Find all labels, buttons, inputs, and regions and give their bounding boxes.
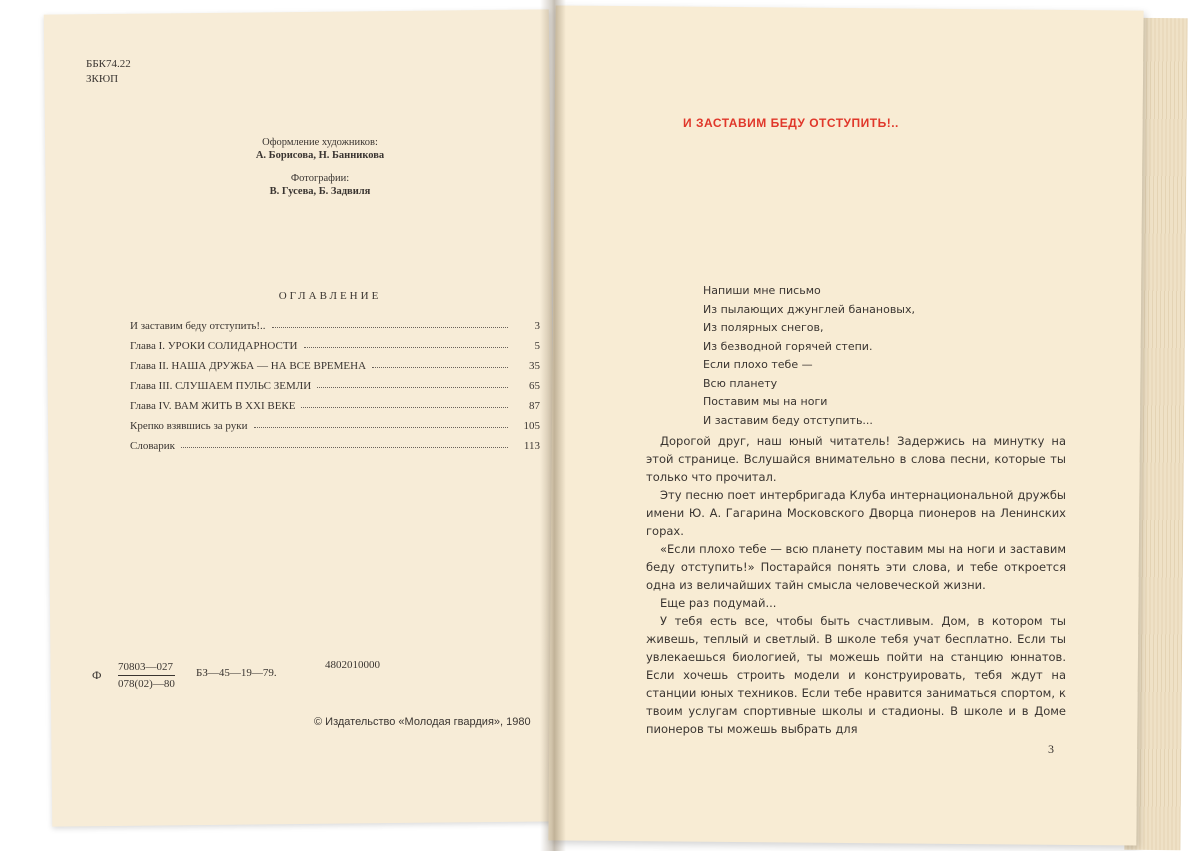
photo-label: Фотографии: [290,173,350,184]
paragraph: Дорогой друг, наш юный читатель! Задержись на минутку на этой странице. Вслушайся внимательно в слова песни, которые ты только что прочитал. [646,434,1066,484]
imprint-code-bottom: 078(02)—80 [118,675,175,692]
toc-item-title: Словарик [130,440,175,452]
toc-leader-dots [272,326,508,328]
paragraph: Эту песню поет интербригада Клуба интернациональной дружбы имени Ю. А. Гагарина Московского Дворца пионеров на Ленинских горах. [646,488,1066,538]
toc-item [130,392,540,412]
toc-item-title: Глава I. УРОКИ СОЛИДАРНОСТИ [130,340,298,352]
poem-line: Всю планету [703,376,778,390]
toc-item-title: И заставим беду отступить!.. [130,320,266,332]
toc-item-page: 3 [534,320,540,332]
toc-item-page: 105 [523,420,540,432]
toc-item-title: Крепко взявшись за руки [130,420,248,432]
toc-item-page: 65 [529,380,540,392]
imprint-code [118,659,175,692]
toc-item [130,312,540,332]
paragraph: «Если плохо тебе — всю планету поставим мы на ноги и заставим беду отступить!» Постарайся понять эти слова, и тебе откроется одна из величайших тайн смысла человеческой жизни. [646,542,1066,592]
imprint-letter: Ф [92,668,102,682]
toc-leader-dots [301,406,508,408]
poem-line: И заставим беду отступить... [703,413,873,427]
book-spine [540,0,566,851]
bbk-line: ББК74.22 [86,58,131,70]
toc-heading: ОГЛАВЛЕНИЕ [278,290,382,302]
bbk-code [86,57,131,87]
toc-item [130,372,540,392]
imprint-number: 4802010000 [325,659,380,671]
toc-item-title: Глава IV. ВАМ ЖИТЬ В XXI ВЕКЕ [130,400,296,412]
imprint-series: БЗ—45—19—79. [196,667,277,679]
toc-leader-dots [317,386,508,388]
toc-item-page: 5 [534,340,540,352]
toc-item [130,332,540,352]
toc-leader-dots [254,426,508,428]
poem-line: Из пылающих джунглей банановых, [703,302,915,316]
design-label: Оформление художников: [262,137,378,148]
poem-line: Из полярных снегов, [703,321,824,334]
design-names: А. Борисова, Н. Банникова [255,150,385,161]
toc-leader-dots [181,446,508,448]
toc-item-page: 87 [529,400,540,412]
poem [703,282,915,430]
toc-item [130,352,540,372]
section-title: И ЗАСТАВИМ БЕДУ ОТСТУПИТЬ!.. [683,116,899,130]
paragraph: У тебя есть все, чтобы быть счастливым. Дом, в котором ты живешь, теплый и светлый. В школе тебя учат бесплатно. Если ты увлекаешься биологией, ты можешь пойти на станцию юннатов. Если хочешь строить модели и конструировать, тебя ждут на станции юных техников. Если тебе нравится заниматься спортом, к твоим услугам спортивные школы и стадионы. В школе и в Доме пионеров ты можешь выбрать для [646,614,1066,736]
photo-names: В. Гусева, Б. Задвиля [269,186,371,197]
paragraph: Еще раз подумай... [660,596,777,610]
poem-line: Напиши мне письмо [703,284,821,297]
toc-leader-dots [372,366,508,368]
copyright-line: © Издательство «Молодая гвардия», 1980 [314,716,531,728]
toc-item-page: 35 [529,360,540,372]
bbk-line: ЗКЮП [86,73,119,85]
table-of-contents [130,312,540,452]
poem-line: Из безводной горячей степи. [703,339,873,353]
toc-leader-dots [304,346,509,348]
toc-item-title: Глава III. СЛУШАЕМ ПУЛЬС ЗЕМЛИ [130,380,312,392]
credits [220,136,420,198]
body-text [646,432,1066,738]
toc-item-page: 113 [523,440,540,452]
imprint-code-top: 70803—027 [118,661,173,673]
toc-item [130,412,540,432]
page-number: 3 [1048,742,1054,756]
toc-item [130,432,540,452]
poem-line: Поставим мы на ноги [703,395,828,408]
poem-line: Если плохо тебе — [703,358,813,371]
toc-item-title: Глава II. НАША ДРУЖБА — НА ВСЕ ВРЕМЕНА [130,360,367,372]
